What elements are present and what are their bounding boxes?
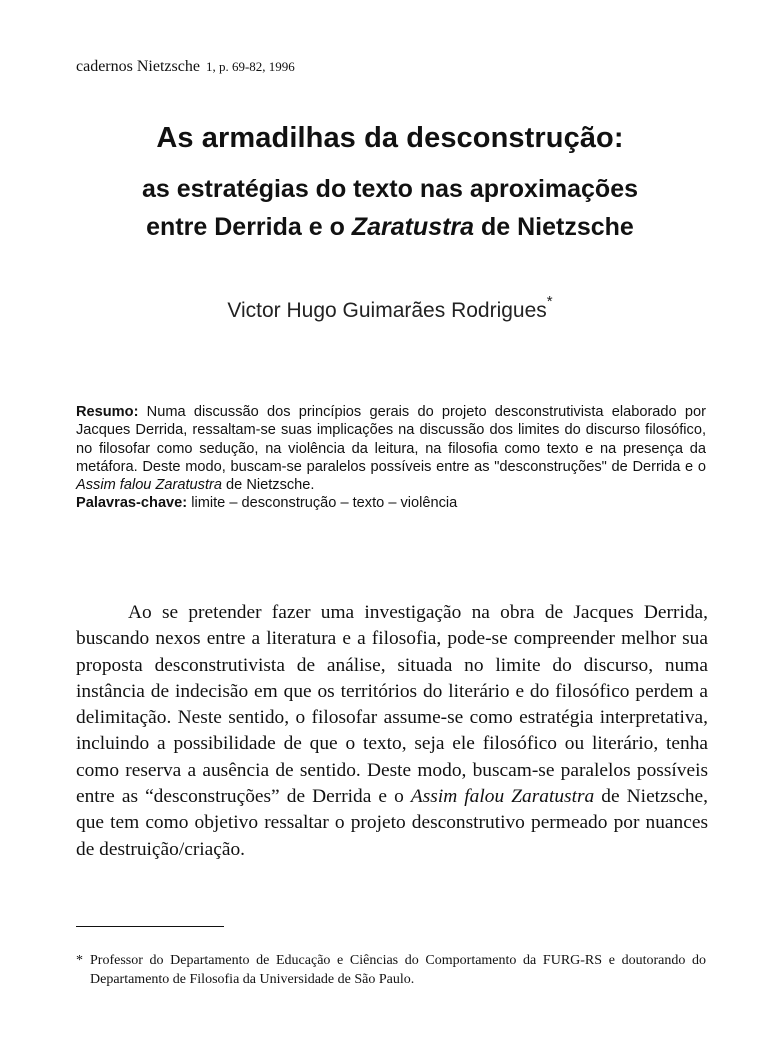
keywords-line	[76, 494, 706, 512]
abstract-paragraph	[76, 403, 706, 494]
journal-name: cadernos Nietzsche	[76, 58, 200, 75]
author-line	[40, 293, 740, 323]
body-paragraph	[76, 600, 708, 863]
body-text-start: Ao se pretender fazer uma investigação na obra de Jacques Derrida, buscando nexos entre a literatura e a filosofia, pode-se compreender melhor sua proposta desconstrutivista de análise, situada no limite do discurso, numa instância de indecisão em que os territórios do literário e do filosófico perdem a delimitação. Neste sentido, o filosofar assume-se como estratégia interpretativa, incluindo a possibilidade de que o texto, seja ele filosófico ou literário, tenha como reserva a ausência de sentido. Deste modo, buscam-se paralelos possíveis entre as “desconstruções” de Derrida e o	[76, 602, 708, 808]
article-title: As armadilhas da desconstrução:	[156, 122, 624, 154]
abstract-text: Numa discussão dos princípios gerais do projeto desconstrutivista elaborado por Jacques Derrida, ressaltam-se suas implicações na discussão dos limites do discurso filosófico, no filosofar como sedução, na violência da leitura, na filosofia como texto e na presença da metáfora. Deste modo, buscam-se paralelos possíveis entre as "desconstruções" de Derrida e o	[76, 404, 706, 475]
abstract	[76, 403, 706, 513]
footnote-text: Professor do Departamento de Educação e Ciências do Comportamento da FURG-RS e doutorando do Departamento de Filosofia da Universidade de São Paulo.	[90, 953, 706, 987]
keywords-label: Palavras-chave:	[76, 495, 188, 512]
body-text-end: de Nietzsche, que tem como objetivo ressaltar o projeto desconstrutivo permeado por nuances de destruição/criação.	[76, 786, 708, 860]
author-footnote-marker: *	[546, 293, 553, 310]
abstract-label: Resumo:	[76, 404, 139, 420]
body-text	[76, 600, 708, 863]
subtitle-text-end: de Nietzsche	[474, 213, 634, 241]
subtitle-text: entre Derrida e o	[146, 213, 352, 241]
keywords-text: limite – desconstrução – texto – violência	[187, 495, 458, 512]
author-name: Victor Hugo Guimarães Rodrigues	[227, 299, 547, 322]
article-subtitle	[40, 170, 740, 246]
abstract-italic: Assim falou Zaratustra	[76, 477, 222, 494]
citation: 1, p. 69-82, 1996	[205, 59, 295, 74]
subtitle-line-2	[40, 208, 740, 246]
footnote	[76, 951, 706, 989]
subtitle-line-1: as estratégias do texto nas aproximações	[141, 175, 639, 203]
abstract-text-end: de Nietzsche.	[222, 477, 315, 494]
footnote-marker: *	[76, 953, 83, 968]
body-italic: Assim falou Zaratustra	[410, 786, 595, 808]
running-head	[76, 58, 295, 76]
subtitle-italic: Zaratustra	[351, 213, 475, 241]
footnote-divider	[76, 926, 224, 927]
